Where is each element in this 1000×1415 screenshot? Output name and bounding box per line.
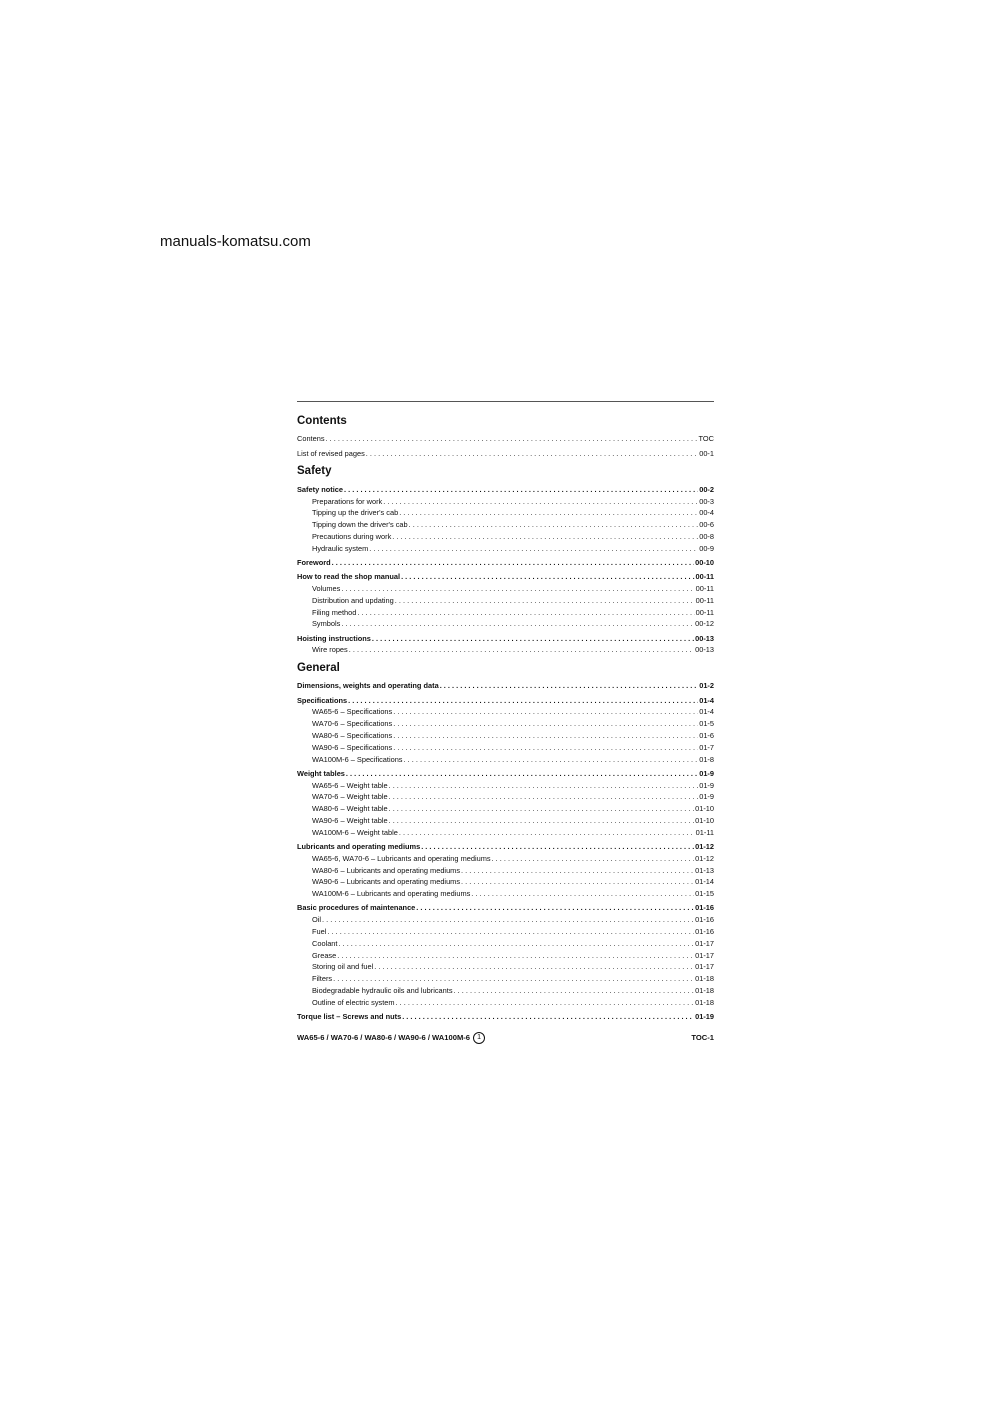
- entry-page: 01-9: [699, 792, 714, 802]
- entry-label: WA100M-6 – Lubricants and operating mediums: [312, 889, 471, 899]
- entry-page: 01-6: [699, 731, 714, 741]
- toc-entry[interactable]: [297, 791, 714, 803]
- dot-leader: [366, 448, 698, 460]
- dot-leader: [389, 791, 699, 803]
- toc-entry[interactable]: [297, 644, 714, 656]
- dot-leader: [395, 595, 695, 607]
- entry-page: 00-11: [695, 583, 714, 593]
- entry-label: Specifications: [297, 695, 348, 705]
- entry-page: 01-12: [695, 842, 714, 852]
- dot-leader: [349, 644, 694, 656]
- entry-page: 01-11: [695, 827, 714, 837]
- entry-page: 01-16: [695, 903, 714, 913]
- toc-entry[interactable]: [297, 853, 714, 865]
- toc-entry[interactable]: [297, 730, 714, 742]
- entry-page: 00-13: [695, 633, 714, 643]
- toc-entry[interactable]: [297, 633, 714, 645]
- entry-label: Hoisting instructions: [297, 633, 371, 643]
- section-heading: General: [297, 662, 340, 675]
- entry-label: Distribution and updating: [312, 595, 394, 605]
- toc-entry[interactable]: [297, 706, 714, 718]
- dot-leader: [374, 961, 694, 973]
- dot-leader: [332, 557, 694, 569]
- entry-page: 00-11: [695, 607, 714, 617]
- toc-section: [297, 412, 714, 459]
- entry-label: Lubricants and operating mediums: [297, 842, 421, 852]
- dot-leader: [348, 695, 698, 707]
- toc-entry[interactable]: [297, 865, 714, 877]
- entry-page: 01-17: [695, 962, 714, 972]
- toc-entry[interactable]: [297, 902, 714, 914]
- dot-leader: [393, 718, 698, 730]
- entry-label: Foreword: [297, 557, 331, 567]
- entry-page: 01-4: [699, 695, 714, 705]
- entry-label: Fuel: [312, 926, 327, 936]
- dot-leader: [389, 815, 695, 827]
- toc-entry[interactable]: [297, 484, 714, 496]
- dot-leader: [409, 519, 699, 531]
- entry-label: WA90-6 – Specifications: [312, 742, 393, 752]
- entry-label: Basic procedures of maintenance: [297, 903, 416, 913]
- dot-leader: [454, 985, 695, 997]
- toc-section: [297, 462, 714, 656]
- dot-leader: [461, 876, 694, 888]
- dot-leader: [389, 780, 699, 792]
- entry-label: WA70-6 – Weight table: [312, 792, 388, 802]
- dot-leader: [399, 827, 695, 839]
- section-heading: Safety: [297, 465, 332, 478]
- entry-label: Filters: [312, 974, 333, 984]
- dot-leader: [327, 926, 694, 938]
- entry-page: 00-11: [695, 595, 714, 605]
- entry-page: 00-6: [699, 520, 714, 530]
- toc-entry[interactable]: [297, 543, 714, 555]
- dot-leader: [492, 853, 695, 865]
- toc-entry[interactable]: [297, 531, 714, 543]
- toc-entry[interactable]: [297, 718, 714, 730]
- entry-label: Storing oil and fuel: [312, 962, 374, 972]
- entry-page: 01-14: [695, 877, 714, 887]
- entry-label: Safety notice: [297, 484, 344, 494]
- dot-leader: [440, 680, 699, 692]
- dot-leader: [402, 1011, 694, 1023]
- dot-leader: [369, 543, 698, 555]
- entry-page: 00-10: [695, 557, 714, 567]
- dot-leader: [346, 768, 698, 780]
- entry-label: Filing method: [312, 607, 357, 617]
- entry-label: Wire ropes: [312, 645, 348, 655]
- entry-label: Symbols: [312, 619, 341, 629]
- toc-entry[interactable]: [297, 680, 714, 692]
- toc-entry[interactable]: [297, 985, 714, 997]
- dot-leader: [416, 902, 694, 914]
- entry-label: Outline of electric system: [312, 997, 395, 1007]
- entry-page: 01-15: [695, 889, 714, 899]
- toc-entry[interactable]: [297, 914, 714, 926]
- entry-page: 00-2: [699, 484, 714, 494]
- footer-models: [297, 1032, 485, 1044]
- toc-entry[interactable]: [297, 938, 714, 950]
- toc-entry[interactable]: [297, 841, 714, 853]
- toc-entry[interactable]: [297, 754, 714, 766]
- entry-page: 01-16: [695, 915, 714, 925]
- toc-entry[interactable]: [297, 607, 714, 619]
- entry-page: 00-13: [695, 645, 714, 655]
- dot-leader: [393, 706, 698, 718]
- dot-leader: [396, 997, 695, 1009]
- dot-leader: [341, 583, 694, 595]
- entry-label: WA100M-6 – Weight table: [312, 827, 398, 837]
- entry-label: WA100M-6 – Specifications: [312, 754, 403, 764]
- toc-entry[interactable]: [297, 973, 714, 985]
- entry-label: Dimensions, weights and operating data: [297, 681, 439, 691]
- entry-page: 00-3: [699, 496, 714, 506]
- revision-badge: 1: [473, 1032, 485, 1044]
- dot-leader: [389, 803, 695, 815]
- page-footer: [297, 1032, 714, 1044]
- dot-leader: [393, 730, 698, 742]
- dot-leader: [392, 531, 698, 543]
- entry-label: How to read the shop manual: [297, 572, 401, 582]
- entry-label: List of revised pages: [297, 448, 365, 458]
- entry-page: 01-2: [699, 681, 714, 691]
- toc-entry[interactable]: [297, 926, 714, 938]
- entry-label: WA70-6 – Specifications: [312, 719, 393, 729]
- toc-entry[interactable]: [297, 876, 714, 888]
- entry-label: Precautions during work: [312, 531, 392, 541]
- toc-entry[interactable]: [297, 827, 714, 839]
- dot-leader: [338, 938, 694, 950]
- dot-leader: [421, 841, 694, 853]
- dot-leader: [341, 618, 694, 630]
- entry-page: 00-4: [699, 508, 714, 518]
- dot-leader: [404, 754, 699, 766]
- entry-page: 01-10: [695, 816, 714, 826]
- dot-leader: [372, 633, 694, 645]
- dot-leader: [393, 742, 698, 754]
- toc-entry[interactable]: [297, 557, 714, 569]
- entry-label: Contens: [297, 434, 325, 444]
- entry-label: Hydraulic system: [312, 543, 369, 553]
- entry-label: Oil: [312, 915, 322, 925]
- section-heading: Contents: [297, 415, 347, 427]
- entry-label: WA80-6 – Specifications: [312, 731, 393, 741]
- entry-page: 00-12: [695, 619, 714, 629]
- toc-entry[interactable]: [297, 433, 714, 445]
- entry-label: Biodegradable hydraulic oils and lubricants: [312, 985, 453, 995]
- toc-entry[interactable]: [297, 768, 714, 780]
- entry-page: 01-9: [699, 780, 714, 790]
- dot-leader: [471, 888, 694, 900]
- entry-page: 01-17: [695, 950, 714, 960]
- entry-page: 01-18: [695, 974, 714, 984]
- toc-entry[interactable]: [297, 742, 714, 754]
- toc-entry[interactable]: [297, 780, 714, 792]
- entry-page: 00-11: [695, 572, 714, 582]
- model-list: WA65-6 / WA70-6 / WA80-6 / WA90-6 / WA100M-6: [297, 1032, 471, 1042]
- entry-label: WA90-6 – Weight table: [312, 816, 388, 826]
- entry-label: WA80-6 – Lubricants and operating mediums: [312, 865, 461, 875]
- footer-page-id: TOC-1: [691, 1033, 714, 1043]
- entry-label: Grease: [312, 950, 337, 960]
- entry-page: 01-9: [699, 768, 714, 778]
- entry-label: WA65-6, WA70-6 – Lubricants and operating mediums: [312, 853, 491, 863]
- entry-page: 01-5: [699, 719, 714, 729]
- dot-leader: [357, 607, 694, 619]
- watermark-text: manuals-komatsu.com: [160, 233, 311, 250]
- toc-entry[interactable]: [297, 595, 714, 607]
- dot-leader: [401, 571, 694, 583]
- entry-page: 01-10: [695, 804, 714, 814]
- dot-leader: [322, 914, 694, 926]
- entry-page: 01-18: [695, 985, 714, 995]
- entry-page: 00-1: [699, 448, 714, 458]
- entry-page: 01-12: [695, 853, 714, 863]
- entry-label: Preparations for work: [312, 496, 383, 506]
- toc-entry[interactable]: [297, 815, 714, 827]
- dot-leader: [344, 484, 698, 496]
- toc-entry[interactable]: [297, 961, 714, 973]
- entry-label: WA65-6 – Weight table: [312, 780, 388, 790]
- dot-leader: [333, 973, 694, 985]
- toc-entry[interactable]: [297, 583, 714, 595]
- entry-page: 00-9: [699, 543, 714, 553]
- entry-label: Volumes: [312, 583, 341, 593]
- toc-entry[interactable]: [297, 496, 714, 508]
- entry-page: 01-13: [695, 865, 714, 875]
- entry-label: Weight tables: [297, 768, 345, 778]
- toc-entry[interactable]: [297, 618, 714, 630]
- dot-leader: [383, 496, 698, 508]
- entry-page: 01-4: [699, 707, 714, 717]
- toc-entry[interactable]: [297, 803, 714, 815]
- entry-page: 00-8: [699, 531, 714, 541]
- toc-section: [297, 659, 714, 1023]
- table-of-contents: [297, 412, 714, 1023]
- entry-label: WA65-6 – Specifications: [312, 707, 393, 717]
- entry-page: 01-8: [699, 754, 714, 764]
- entry-label: Tipping down the driver's cab: [312, 520, 408, 530]
- toc-entry[interactable]: [297, 448, 714, 460]
- entry-label: Torque list – Screws and nuts: [297, 1011, 402, 1021]
- toc-entry[interactable]: [297, 1011, 714, 1023]
- entry-label: WA80-6 – Weight table: [312, 804, 388, 814]
- toc-entry[interactable]: [297, 695, 714, 707]
- dot-leader: [326, 433, 698, 445]
- entry-page: 01-17: [695, 938, 714, 948]
- dot-leader: [399, 507, 698, 519]
- toc-entry[interactable]: [297, 950, 714, 962]
- entry-label: Coolant: [312, 938, 338, 948]
- entry-page: 01-18: [695, 997, 714, 1007]
- toc-entry[interactable]: [297, 888, 714, 900]
- entry-page: TOC: [698, 434, 714, 444]
- toc-entry[interactable]: [297, 507, 714, 519]
- entry-page: 01-16: [695, 926, 714, 936]
- entry-label: WA90-6 – Lubricants and operating mediums: [312, 877, 461, 887]
- dot-leader: [337, 950, 694, 962]
- entry-label: Tipping up the driver's cab: [312, 508, 399, 518]
- toc-entry[interactable]: [297, 571, 714, 583]
- toc-entry[interactable]: [297, 997, 714, 1009]
- dot-leader: [461, 865, 694, 877]
- toc-entry[interactable]: [297, 519, 714, 531]
- entry-page: 01-19: [695, 1011, 714, 1021]
- toc-page: [297, 401, 714, 1044]
- entry-page: 01-7: [699, 742, 714, 752]
